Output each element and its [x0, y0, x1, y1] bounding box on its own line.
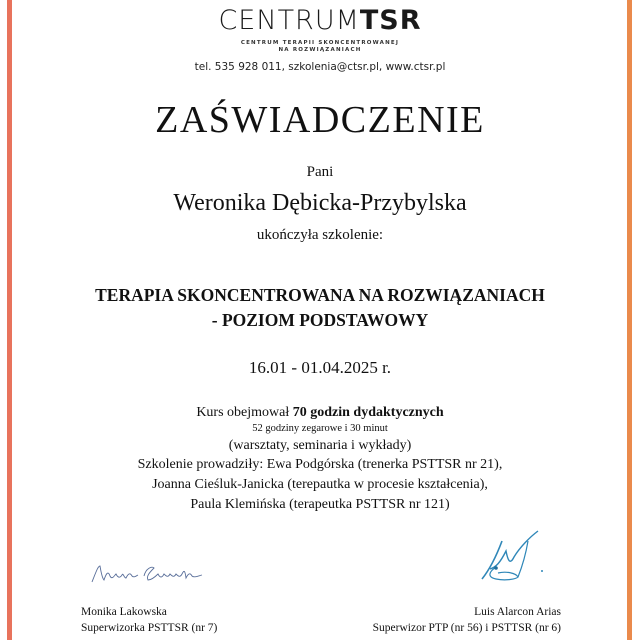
hours-prefix: Kurs obejmował [196, 405, 290, 420]
logo-subtitle-line2: NA ROZWIĄZANIACH [278, 47, 362, 53]
signer-right-name: Luis Alarcon Arias [474, 606, 561, 618]
trainers-line1: Szkolenie prowadziły: Ewa Podgórska (trenerka PSTTSR nr 21), [137, 457, 503, 472]
course-title-line1: TERAPIA SKONCENTROWANA NA ROZWIĄZANIACH [95, 285, 545, 305]
course-details [0, 404, 640, 515]
course-title-line2: - POZIOM PODSTAWOWY [211, 310, 429, 330]
hours-line [0, 404, 640, 422]
hours-bold: 70 godzin dydaktycznych [289, 405, 444, 420]
signer-left [81, 604, 217, 636]
signature-left-image [88, 558, 208, 588]
signer-left-name: Monika Lakowska [81, 606, 167, 618]
course-dates: 16.01 - 01.04.2025 r. [248, 358, 392, 377]
signer-left-role: Superwizorka PSTTSR (nr 7) [81, 622, 218, 634]
completion-statement: ukończyła szkolenie: [256, 227, 384, 243]
logo-wordmark [0, 6, 640, 36]
signature-right-image [460, 527, 560, 587]
logo-subtitle-line1: CENTRUM TERAPII SKONCENTROWANEJ [240, 40, 400, 46]
course-formats: (warsztaty, seminaria i wykłady) [228, 438, 412, 453]
salutation: Pani [306, 164, 334, 180]
certificate-title: ZAŚWIADCZENIE [155, 99, 485, 141]
trainers-line2: Joanna Cieśluk-Janicka (terepautka w procesie kształcenia), [152, 477, 488, 492]
recipient-name: Weronika Dębicka-Przybylska [173, 190, 467, 216]
trainers-line3: Paula Klemińska (terapeutka PSTTSR nr 121) [190, 497, 450, 512]
signer-right [261, 604, 561, 636]
organization-logo [0, 6, 640, 74]
course-title [0, 283, 640, 333]
logo-subtitle [0, 40, 640, 54]
logo-brand-bold: TSR [359, 5, 422, 36]
clock-hours: 52 godziny zegarowe i 30 minut [252, 423, 388, 434]
signer-right-role: Superwizor PTP (nr 56) i PSTTSR (nr 6) [372, 622, 561, 634]
contact-info: tel. 535 928 011, szkolenia@ctsr.pl, www.ctsr.pl [194, 61, 446, 73]
logo-brand-light: CENTRUM [218, 5, 360, 36]
